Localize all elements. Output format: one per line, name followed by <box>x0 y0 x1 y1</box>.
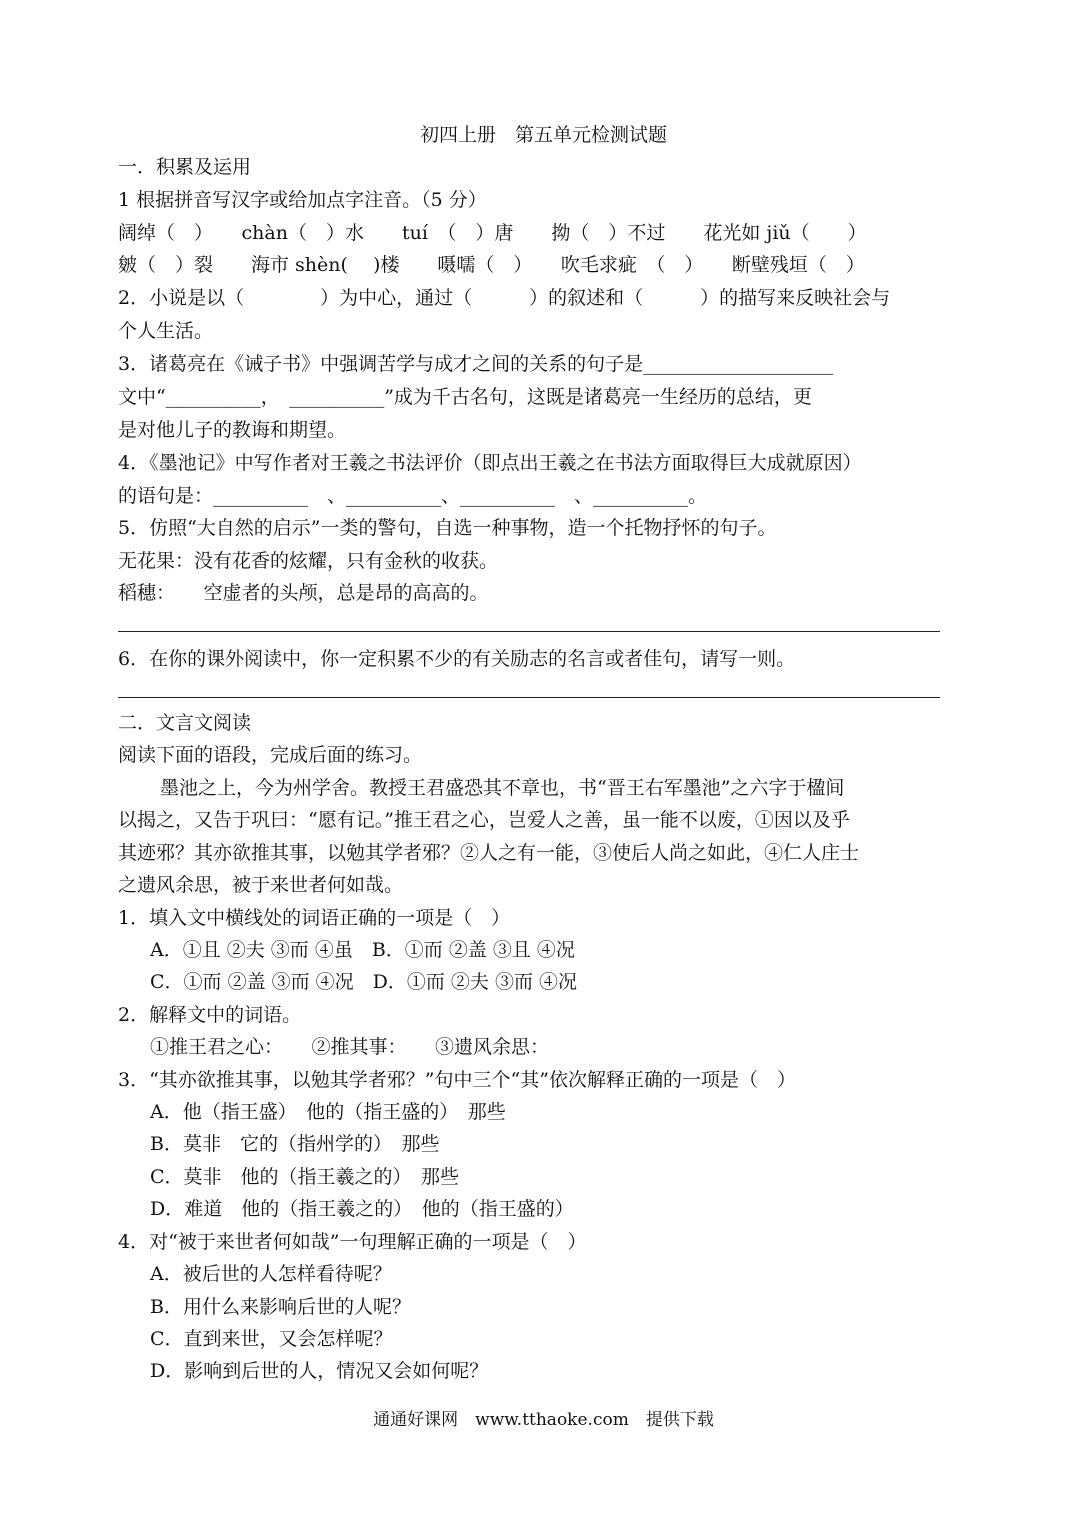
page-title: 初四上册 第五单元检测试题 <box>419 124 667 146</box>
answer-option: C．莫非 他的（指王羲之的） 那些 <box>150 1166 460 1188</box>
answer-options: A．①且 ②夫 ③而 ④虽 B．①而 ②盖 ③且 ④况 <box>150 939 575 961</box>
passage-line: 以揭之，又告于巩曰：“愿有记。”推王君之心，岂爱人之善，虽一能不以废，①因以及乎 <box>118 809 850 831</box>
question-text: 4．对“被于来世者何如哉”一句理解正确的一项是（ ） <box>118 1231 587 1253</box>
question-text: 2．解释文中的词语。 <box>118 1004 302 1026</box>
question-text: 1．填入文中横线处的词语正确的一项是（ ） <box>118 907 511 929</box>
example-sentence: 无花果：没有花香的炫耀，只有金秋的收获。 <box>118 550 499 572</box>
question-text: 的语句是：__________ 、__________、__________ 、__________。 <box>118 485 708 507</box>
passage-line: 其迹邪？其亦欲推其事，以勉其学者邪？②人之有一能，③使后人尚之如此，④仁人庄士 <box>118 842 860 864</box>
pinyin-row: 阔绰（ ） chàn（ ）水 tuí （ ）唐 拗（ ）不过 花光如 jiǔ（ ） <box>118 222 867 244</box>
question-text: 4．《墨池记》中写作者对王羲之书法评价（即点出王羲之在书法方面取得巨大成就原因） <box>118 452 862 474</box>
question-text: 3．“其亦欲推其事，以勉其学者邪？”句中三个“其”依次解释正确的一项是（ ） <box>118 1069 796 1091</box>
question-text: 5．仿照“大自然的启示”一类的警句，自选一种事物，造一个托物抒怀的句子。 <box>118 517 777 539</box>
question-text: 是对他儿子的教诲和期望。 <box>118 419 347 441</box>
answer-option: D．难道 他的（指王羲之的） 他的（指王盛的） <box>150 1198 574 1220</box>
answer-option: D．影响到后世的人，情况又会如何呢？ <box>150 1360 489 1382</box>
answer-option: B．莫非 它的（指州学的） 那些 <box>150 1133 440 1155</box>
answer-option: C．直到来世，又会怎样呢？ <box>150 1328 393 1350</box>
question-text: 2．小说是以（ ）为中心，通过（ ）的叙述和（ ）的描写来反映社会与 <box>118 287 891 309</box>
answer-line[interactable] <box>118 697 940 698</box>
instruction-text: 阅读下面的语段，完成后面的练习。 <box>118 744 423 766</box>
question-text: 文中“__________， __________”成为千古名句，这既是诸葛亮一生经历的总结，更 <box>118 386 812 408</box>
section-heading: 二．文言文阅读 <box>118 712 252 734</box>
section-heading: 一．积累及运用 <box>118 156 252 178</box>
question-text: 6．在你的课外阅读中，你一定积累不少的有关励志的名言或者佳句，请写一则。 <box>118 648 796 670</box>
question-text: 3．诸葛亮在《诫子书》中强调苦学与成才之间的关系的句子是____________________ <box>118 353 834 375</box>
pinyin-row: 皴（ ）裂 海市 shèn( )楼 嗫嚅（ ） 吹毛求疵 （ ） 断壁残垣（ ） <box>118 254 865 276</box>
answer-options: C．①而 ②盖 ③而 ④况 D．①而 ②夫 ③而 ④况 <box>150 971 578 993</box>
passage-line: 之遗风余思，被于来世者何如哉。 <box>118 874 404 896</box>
answer-line[interactable] <box>118 631 940 632</box>
question-stem: 1 根据拼音写汉字或给加点字注音。（5 分） <box>118 189 487 211</box>
example-sentence: 稻穗： 空虚者的头颅，总是昂的高高的。 <box>118 582 489 604</box>
word-items: ①推王君之心： ②推其事： ③遗风余思： <box>150 1036 550 1058</box>
question-text: 个人生活。 <box>118 320 214 342</box>
page-footer: 通通好课网 www.tthaoke.com 提供下载 <box>373 1410 714 1430</box>
answer-option: A．被后世的人怎样看待呢？ <box>150 1263 392 1285</box>
answer-option: B．用什么来影响后世的人呢？ <box>150 1296 411 1318</box>
answer-option: A．他（指王盛） 他的（指王盛的） 那些 <box>150 1101 506 1123</box>
passage-line: 墨池之上，今为州学舍。教授王君盛恐其不章也，书“晋王右军墨池”之六字于楹间 <box>160 777 845 799</box>
